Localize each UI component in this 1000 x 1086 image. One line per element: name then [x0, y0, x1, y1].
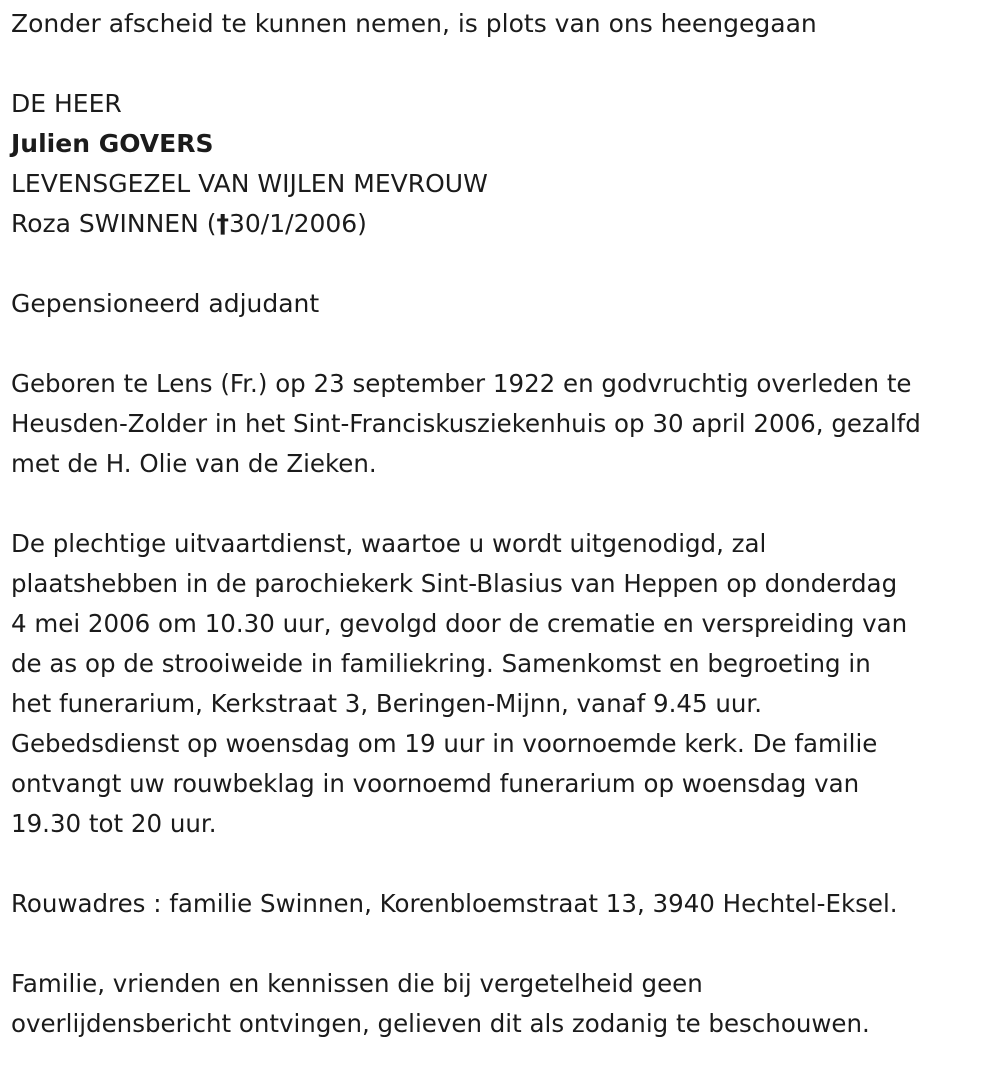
mourning-address: Rouwadres : familie Swinnen, Korenbloemstraat 13, 3940 Hechtel-Eksel.: [11, 889, 898, 918]
paragraph-line: overlijdensbericht ontvingen, gelieven dit als zodanig te beschouwen.: [11, 1009, 870, 1038]
partner-death-date: 30/1/2006): [229, 209, 367, 238]
paragraph-line: Heusden-Zolder in het Sint-Franciskusziekenhuis op 30 april 2006, gezalfd: [11, 409, 921, 438]
funeral-paragraph: [11, 524, 996, 844]
closing-paragraph: [11, 964, 996, 1044]
paragraph-line: ontvangt uw rouwbeklag in voornoemd funerarium op woensdag van: [11, 769, 860, 798]
cross-icon: †: [216, 209, 229, 238]
deceased-name: Julien GOVERS: [11, 129, 214, 158]
birth-death-paragraph: [11, 364, 996, 484]
occupation: Gepensioneerd adjudant: [11, 289, 320, 318]
paragraph-line: met de H. Olie van de Zieken.: [11, 449, 377, 478]
spacer: [11, 924, 996, 964]
paragraph-line: het funerarium, Kerkstraat 3, Beringen-Mijnn, vanaf 9.45 uur.: [11, 689, 763, 718]
spacer: [11, 324, 996, 364]
spacer: [11, 244, 996, 284]
paragraph-line: De plechtige uitvaartdienst, waartoe u wordt uitgenodigd, zal: [11, 529, 767, 558]
paragraph-line: Gebedsdienst op woensdag om 19 uur in voornoemde kerk. De familie: [11, 729, 878, 758]
partner-line: [11, 204, 996, 244]
paragraph-line: Familie, vrienden en kennissen die bij vergetelheid geen: [11, 969, 703, 998]
relation-text: LEVENSGEZEL VAN WIJLEN MEVROUW: [11, 169, 488, 198]
partner-name: Roza SWINNEN (: [11, 209, 217, 238]
paragraph-line: plaatshebben in de parochiekerk Sint-Blasius van Heppen op donderdag: [11, 569, 898, 598]
paragraph-line: Geboren te Lens (Fr.) op 23 september 1922 en godvruchtig overleden te: [11, 369, 912, 398]
spacer: [11, 484, 996, 524]
paragraph-line: 4 mei 2006 om 10.30 uur, gevolgd door de crematie en verspreiding van: [11, 609, 908, 638]
salutation: DE HEER: [11, 89, 122, 118]
death-notice: [11, 4, 996, 1044]
paragraph-line: 19.30 tot 20 uur.: [11, 809, 217, 838]
intro-text: Zonder afscheid te kunnen nemen, is plots van ons heengegaan: [11, 9, 817, 38]
spacer: [11, 844, 996, 884]
paragraph-line: de as op de strooiweide in familiekring. Samenkomst en begroeting in: [11, 649, 871, 678]
spacer: [11, 44, 996, 84]
